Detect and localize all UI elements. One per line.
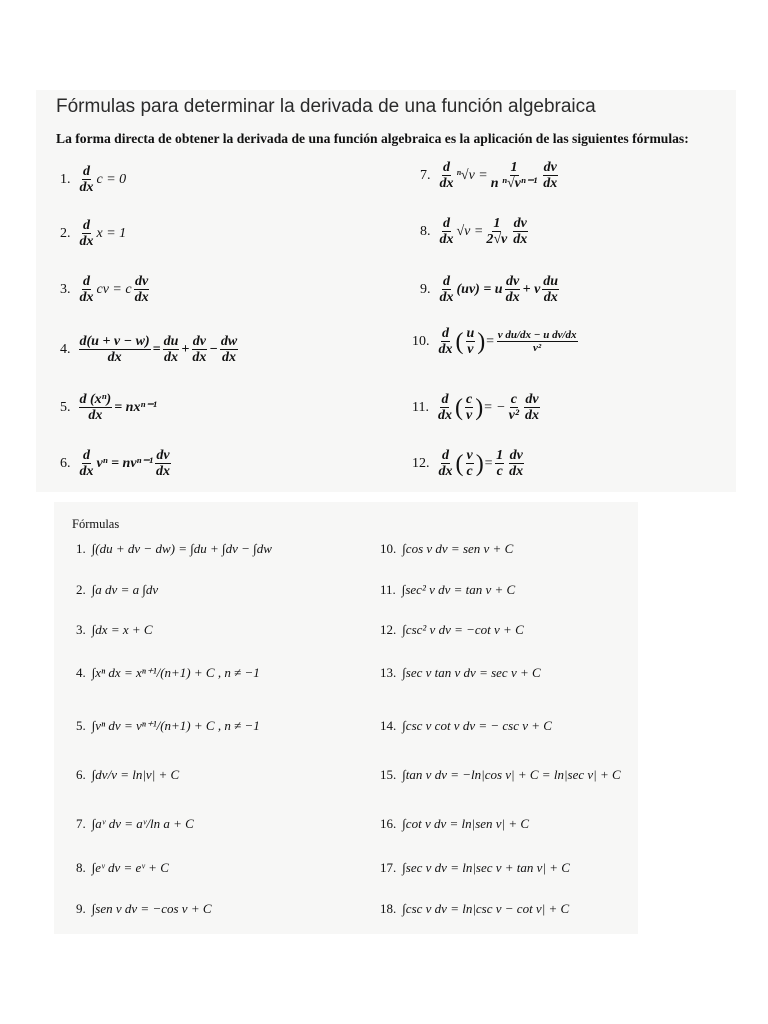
- integral-formula-10: 10. ∫cos v dv = sen v + C: [380, 541, 514, 556]
- integral-formula-12: 12. ∫csc² v dv = −cot v + C: [380, 622, 524, 637]
- integral-formula-5: 5. ∫vⁿ dv = vⁿ⁺¹/(n+1) + C , n ≠ −1: [76, 718, 260, 733]
- integral-formula-7: 7. ∫aᵛ dv = aᵛ/ln a + C: [76, 816, 194, 831]
- integral-formula-13: 13. ∫sec v tan v dv = sec v + C: [380, 665, 541, 680]
- integral-formula-2: 2. ∫a dv = a ∫dv: [76, 582, 159, 597]
- derivative-formula-6: 6. d dx vⁿ = nvⁿ⁻¹ dv dx: [60, 448, 171, 480]
- derivative-formula-10: 10. d dx ( u v ) = $\frac{\text{v du/dx − u dv/dx}}{\text{v²}}$: [412, 326, 577, 358]
- integral-formula-6: 6. ∫dv/v = ln|v| + C: [76, 767, 180, 782]
- derivative-formula-1: 1. d dx c = 0: [60, 164, 127, 196]
- page-subtitle: La forma directa de obtener la derivada de una función algebraica es la aplicación de las siguientes fórmulas:: [56, 131, 689, 146]
- derivative-formula-7: 7. d dx ⁿ√v = $\frac{1}{\text{n ⁿ√vⁿ⁻¹}}$ dv dx: [420, 160, 558, 192]
- derivative-formula-8: 8. d dx √v = $\frac{1}{2√v}$ dv dx: [420, 216, 528, 248]
- derivative-formula-2: 2. d dx x = 1: [60, 218, 127, 250]
- page-title: Fórmulas para determinar la derivada de una función algebraica: [56, 96, 596, 117]
- derivative-formula-11: 11. d dx ( c v ) = − $\frac{c}{\text{v²}}$ dv dx: [412, 392, 540, 424]
- integral-formula-3: 3. ∫dx = x + C: [76, 622, 153, 637]
- integral-formula-18: 18. ∫csc v dv = ln|csc v − cot v| + C: [380, 901, 570, 916]
- derivative-formula-9: 9. d dx (uv) = u dv dx + v du dx: [420, 274, 559, 306]
- integrals-heading: Fórmulas: [72, 517, 120, 531]
- integral-formula-15: 15. ∫tan v dv = −ln|cos v| + C = ln|sec v| + C: [380, 767, 621, 782]
- integral-formula-14: 14. ∫csc v cot v dv = − csc v + C: [380, 718, 552, 733]
- derivative-formula-12: 12. d dx ( v c ) = $\frac{1}{c}$ dv dx: [412, 448, 524, 480]
- derivative-formula-4: 4. $\frac{d(u + v - w)}{dx}$ = $\frac{du}{dx}$ + $\frac{dv}{dx}$ − $\frac{dw}{dx}$: [60, 334, 238, 366]
- derivative-formula-5: 5. $\frac{\text{d (xⁿ)}}{dx}$ = nxⁿ⁻¹: [60, 392, 157, 424]
- integral-formula-16: 16. ∫cot v dv = ln|sen v| + C: [380, 816, 530, 831]
- integral-formula-8: 8. ∫eᵛ dv = eᵛ + C: [76, 860, 169, 875]
- integral-formula-17: 17. ∫sec v dv = ln|sec v + tan v| + C: [380, 860, 570, 875]
- integral-formula-1: 1. ∫(du + dv − dw) = ∫du + ∫dv − ∫dw: [76, 541, 272, 556]
- integral-formula-9: 9. ∫sen v dv = −cos v + C: [76, 901, 212, 916]
- integral-formula-11: 11. ∫sec² v dv = tan v + C: [380, 582, 516, 597]
- integral-formula-4: 4. ∫xⁿ dx = xⁿ⁺¹/(n+1) + C , n ≠ −1: [76, 665, 260, 680]
- derivative-formula-3: 3. d dx cv = c dv dx: [60, 274, 149, 306]
